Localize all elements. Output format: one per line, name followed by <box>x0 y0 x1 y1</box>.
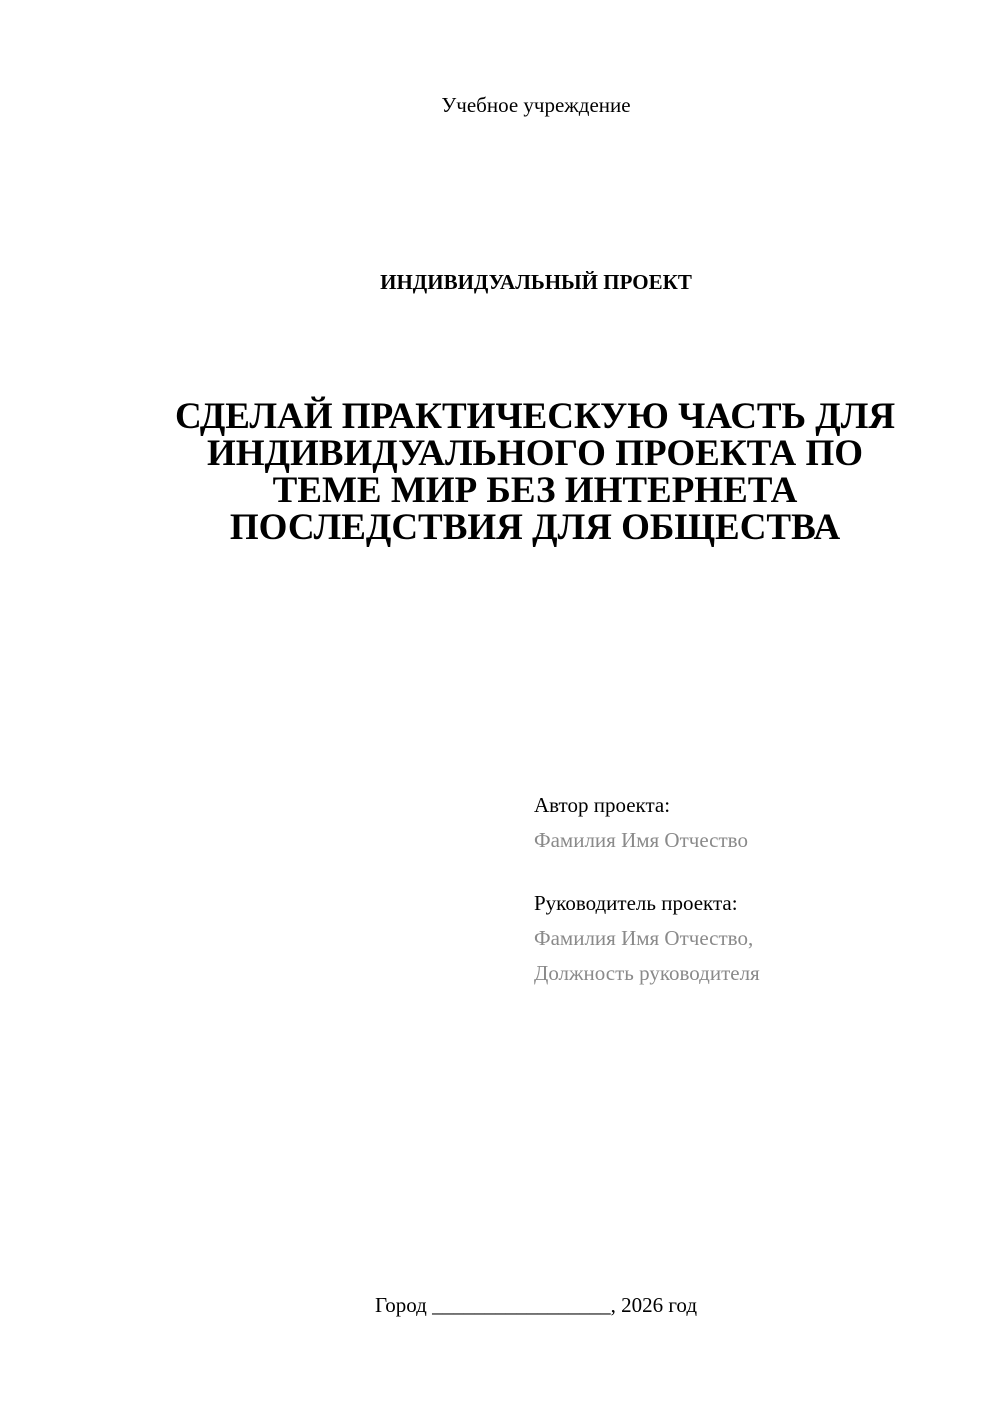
author-label: Автор проекта: <box>534 793 671 817</box>
supervisor-position: Должность руководителя <box>534 961 760 985</box>
city-blank: _________________ <box>432 1293 611 1317</box>
credits-block <box>534 788 974 991</box>
supervisor-name: Фамилия Имя Отчество, <box>534 926 754 950</box>
topic-line-1: СДЕЛАЙ ПРАКТИЧЕСКУЮ ЧАСТЬ ДЛЯ <box>174 396 896 437</box>
project-topic-title <box>150 398 920 546</box>
topic-line-2: ИНДИВИДУАЛЬНОГО ПРОЕКТА ПО <box>206 433 864 474</box>
credits-spacer <box>534 858 974 886</box>
year-text: , 2026 год <box>610 1293 698 1317</box>
topic-line-3: ТЕМЕ МИР БЕЗ ИНТЕРНЕТА <box>272 470 798 511</box>
city-year-line <box>0 1290 1000 1320</box>
topic-line-4: ПОСЛЕДСТВИЯ ДЛЯ ОБЩЕСТВА <box>229 507 841 548</box>
city-label: Город <box>374 1293 427 1317</box>
institution-name: Учебное учреждение <box>441 93 631 117</box>
supervisor-label: Руководитель проекта: <box>534 891 738 915</box>
project-type-heading: ИНДИВИДУАЛЬНЫЙ ПРОЕКТ <box>380 270 692 294</box>
author-name: Фамилия Имя Отчество <box>534 828 748 852</box>
